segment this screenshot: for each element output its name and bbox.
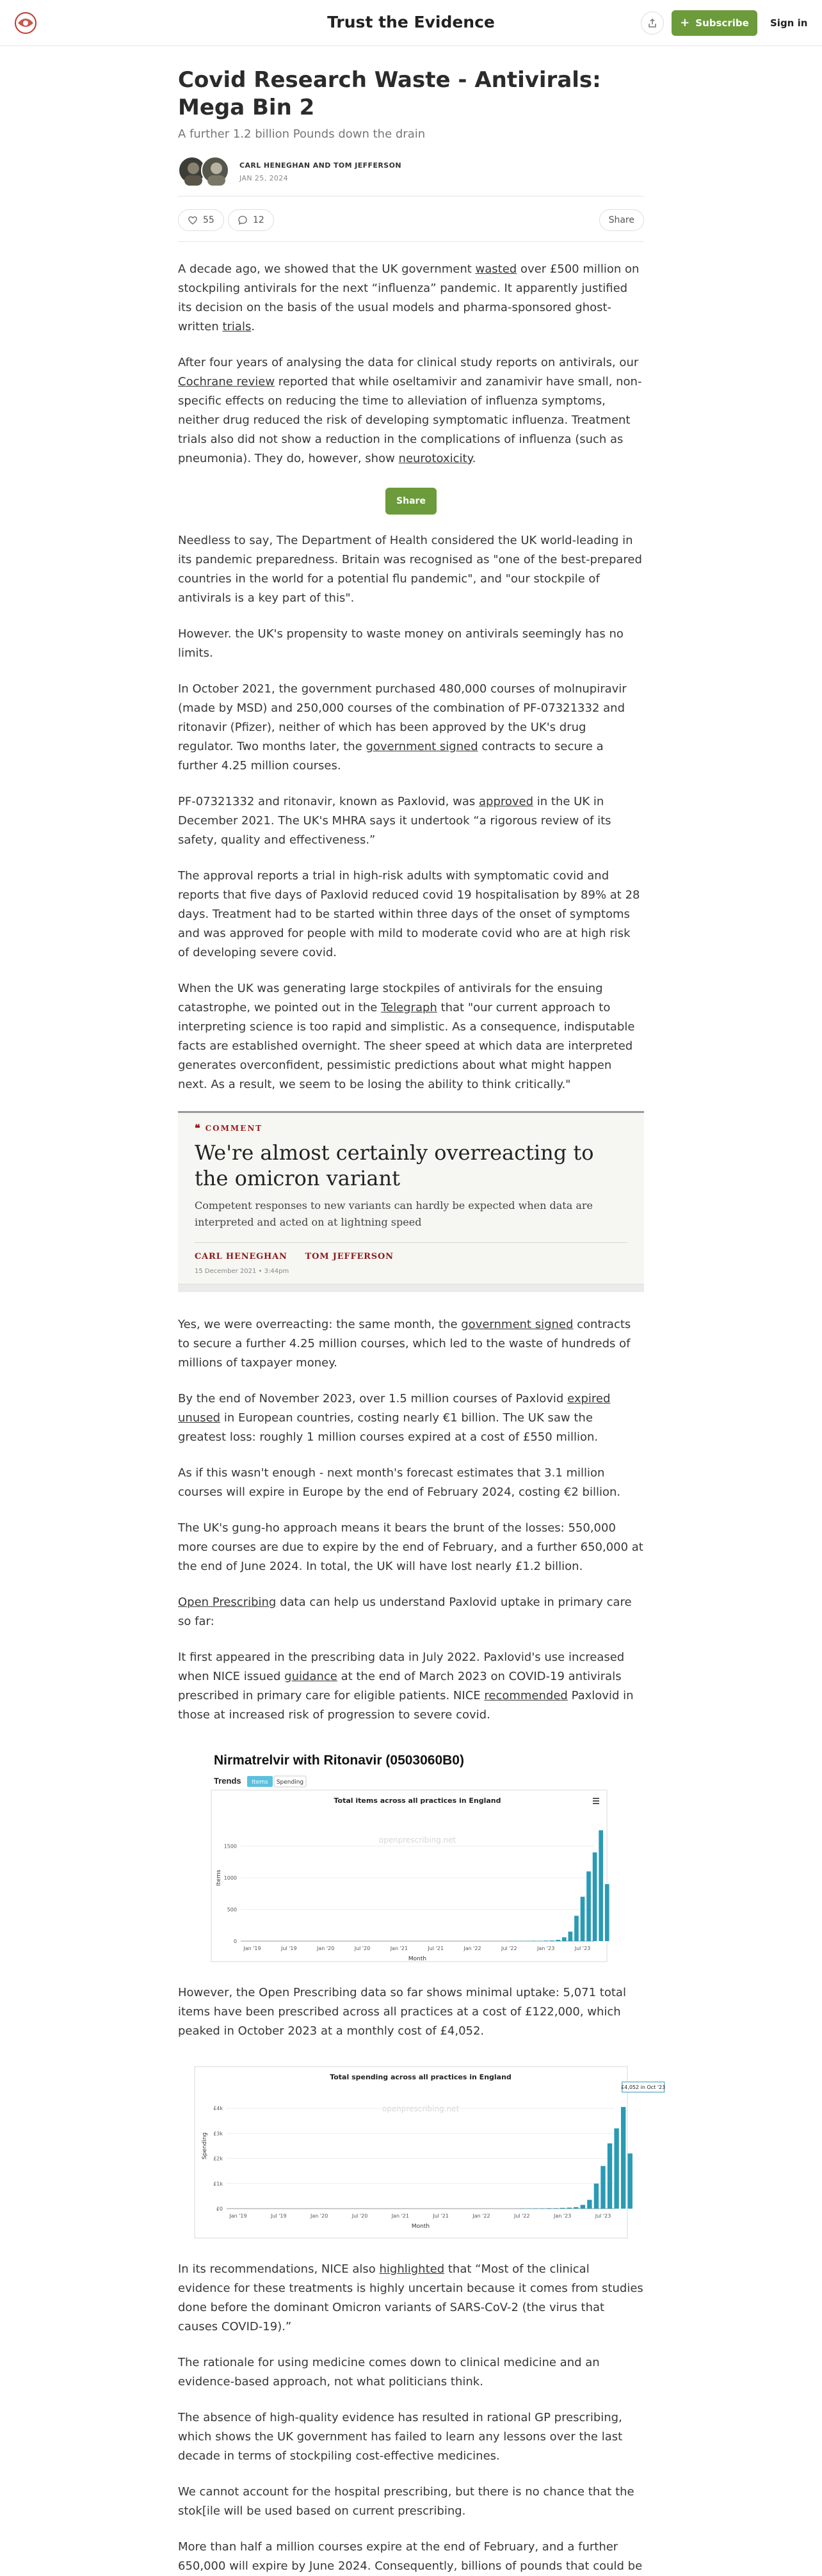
article-body [178, 260, 666, 2576]
chart-frame [211, 1790, 607, 1962]
data-bar [586, 1871, 591, 1941]
x-tick-label: Jul '22 [501, 1946, 517, 1951]
embed-kicker [195, 1123, 627, 1133]
subscribe-button[interactable] [672, 10, 757, 36]
chart-menu-icon [593, 1800, 599, 1802]
post-actions-bar [178, 196, 644, 242]
paragraph-18: The absence of high-quality evidence has resulted in rational GP prescribing, which shows the UK government has failed to learn any lessons over the last decade in terms of stockpiling cost-effective medicines. [178, 2411, 623, 2463]
data-bar [519, 1941, 524, 1942]
y-tick-label: £3k [213, 2131, 223, 2137]
data-bar [581, 2205, 585, 2209]
chart-title: Total spending across all practices in England [330, 2073, 512, 2081]
p8-text-a: When the UK was generating large stockpiles of antivirals for the ensuing catastrophe, we pointed out in the [178, 982, 603, 1014]
share-icon-button[interactable] [641, 12, 664, 35]
like-button[interactable] [178, 209, 224, 231]
p1-text-b: over £500 million on stockpiling antivirals for the next “influenza” pandemic. It apparently justified its decision on the basis of the usual models and pharma-sponsored ghost-written [178, 262, 640, 333]
data-bar [513, 1941, 518, 1942]
data-bar [553, 2208, 558, 2209]
paragraph-3: Needless to say, The Department of Health considered the UK world-leading in its pandemic preparedness. Britain was recognised as "one of the best-prepared countries in the world for a potential flu pandemic", and "our stockpile of antivirals is a key part of this". [178, 534, 642, 605]
link-highlighted[interactable]: highlighted [379, 2262, 445, 2276]
data-bar [587, 2200, 592, 2209]
paragraph-4: However. the UK's propensity to waste money on antivirals seemingly has no limits. [178, 627, 624, 660]
byline [178, 152, 644, 192]
x-tick-label: Jan '21 [391, 2213, 409, 2219]
data-bar [540, 2208, 544, 2209]
data-bar [574, 2207, 578, 2209]
link-approved[interactable]: approved [478, 795, 534, 808]
x-tick-label: Jan '19 [229, 2213, 247, 2219]
x-tick-label: Jul '19 [271, 2213, 287, 2219]
data-bar [614, 2129, 618, 2209]
tab-spending: Spending [276, 1779, 304, 1786]
data-bar [544, 1940, 548, 1941]
p14-text-b: at the end of March 2023 on COVID-19 antivirals prescribed in primary care for eligible patients. NICE [178, 1670, 622, 1702]
x-tick-label: Jan '20 [310, 2213, 328, 2219]
avatar-image-2 [202, 157, 230, 186]
paragraph-8 [178, 979, 644, 1094]
data-bar [600, 2166, 605, 2209]
comment-count: 12 [253, 215, 264, 225]
data-bar [550, 1940, 554, 1941]
p16-text-a: In its recommendations, NICE also [178, 2262, 380, 2276]
post-date: JAN 25, 2024 [239, 174, 289, 182]
paragraph-13 [178, 1593, 644, 1631]
p14-text-c: Paxlovid in those at increased risk of progression to severe covid. [178, 1689, 634, 1722]
embed-headline[interactable]: We're almost certainly overreacting to the omicron variant [195, 1140, 594, 1190]
paragraph-14 [178, 1648, 644, 1725]
data-bar [533, 2208, 538, 2209]
paragraph-2 [178, 353, 644, 468]
x-tick-label: Jul '22 [514, 2213, 530, 2219]
p9-text-b: contracts to secure a further 4.25 million courses, which led to the waste of hundreds of millions of taxpayer money. [178, 1318, 631, 1370]
data-bar [568, 1932, 573, 1941]
paragraph-6 [178, 792, 644, 850]
link-wasted[interactable]: wasted [475, 262, 517, 276]
data-bar [560, 2208, 565, 2209]
p8-text-b: that "our current approach to interpreting science is too rapid and simplistic. As a consequence, indisputable facts are established overnight. The sheer speed at which data are interpreted generates overconfident, pessimistic predictions about what might happen next. As a result, we seem to be losing the ability to think critically." [178, 1001, 635, 1091]
spending-chart-image[interactable] [191, 2064, 666, 2241]
data-bar [567, 2207, 572, 2209]
p2-text-a: After four years of analysing the data for clinical study reports on antivirals, our [178, 356, 639, 369]
p10-text-a: By the end of November 2023, over 1.5 million courses of Paxlovid [178, 1392, 568, 1405]
post-subtitle: A further 1.2 billion Pounds down the drain [178, 127, 426, 141]
p2-text-c: . [472, 452, 476, 465]
link-telegraph[interactable]: Telegraph [381, 1001, 437, 1014]
embed-author-2[interactable]: TOM JEFFERSON [305, 1252, 394, 1261]
data-bar [599, 1830, 603, 1941]
chart-menu-icon [593, 1798, 599, 1799]
p2-text-b: reported that while oseltamivir and zanamivir have small, non‐specific effects on reducing the time to alleviation of influenza symptoms, neither drug reduced the risk of developing symptomatic influenza. Treatment trials also did not show a reduction in the complications of influenza (such as pneumonia). They do, however, show [178, 375, 642, 465]
data-bar [556, 1940, 560, 1941]
data-bar [608, 2143, 612, 2209]
chart-watermark: openprescribing.net [378, 1836, 456, 1844]
data-bar [538, 1941, 542, 1942]
comments-button[interactable] [228, 209, 274, 231]
embed-divider [178, 1284, 644, 1292]
p1-text-c: . [251, 320, 255, 333]
x-tick-label: Jan '21 [390, 1946, 408, 1951]
link-neurotoxicity[interactable]: neurotoxicity [398, 452, 472, 465]
author-names[interactable]: CARL HENEGHAN AND TOM JEFFERSON [239, 161, 401, 170]
y-tick-label: 1500 [223, 1843, 237, 1850]
paragraph-1 [178, 260, 644, 337]
share-button[interactable]: Share [599, 209, 644, 231]
p5-text-b: contracts to secure a further 4.25 million courses. [178, 740, 604, 772]
paragraph-15: However, the Open Prescribing data so far shows minimal uptake: 5,071 total items have been prescribed across all practices at a cost of £122,000, which peaked in October 2023 at a monthly cost of £4,052. [178, 1986, 626, 2038]
y-tick-label: £1k [213, 2180, 223, 2187]
p14-text-a: It first appeared in the prescribing data in July 2022. Paxlovid's use increased when NICE issued [178, 1651, 625, 1683]
data-bar [507, 1941, 512, 1942]
chart-menu-icon [593, 1803, 599, 1804]
data-bar [574, 1916, 579, 1941]
chart-section-label: Trends [214, 1776, 241, 1786]
chart-watermark: openprescribing.net [382, 2104, 460, 2113]
paragraph-17: The rationale for using medicine comes down to clinical medicine and an evidence-based approach, not what politicians think. [178, 2356, 600, 2388]
x-tick-label: Jan '19 [243, 1946, 261, 1951]
x-tick-label: Jan '22 [463, 1946, 481, 1951]
embed-author-1[interactable]: CARL HENEGHAN [195, 1252, 287, 1261]
data-bar [581, 1897, 585, 1941]
sign-in-link[interactable]: Sign in [770, 17, 808, 29]
y-axis-title: Spending [202, 2132, 208, 2160]
x-tick-label: Jul '21 [433, 2213, 449, 2219]
y-tick-label: 1000 [223, 1875, 237, 1881]
author-avatar-2[interactable] [201, 156, 229, 184]
paragraph-10 [178, 1389, 644, 1447]
p1-text-a: A decade ago, we showed that the UK government [178, 262, 476, 276]
y-tick-label: £0 [216, 2206, 223, 2212]
link-guidance[interactable]: guidance [284, 1670, 337, 1683]
data-bar [594, 2184, 599, 2209]
telegraph-article-embed[interactable] [178, 1111, 644, 1284]
link-government-signed-2[interactable]: government signed [461, 1318, 574, 1331]
x-tick-label: Jul '20 [351, 2213, 368, 2219]
data-bar [531, 1940, 536, 1941]
x-tick-label: Jul '21 [428, 1946, 444, 1951]
top-navigation-bar [0, 0, 822, 46]
paragraph-9 [178, 1315, 644, 1373]
y-tick-label: 0 [233, 1939, 237, 1944]
article [178, 58, 666, 2576]
share-icon [647, 18, 657, 28]
data-bar [526, 1941, 530, 1942]
y-tick-label: 500 [227, 1907, 237, 1913]
chart-subtitle: Total items across all practices in England [334, 1796, 501, 1805]
tooltip-label: £4,052 in Oct '23 [621, 2084, 666, 2090]
link-cochrane-review[interactable]: Cochrane review [178, 375, 275, 388]
p6-text-a: PF-07321332 and ritonavir, known as Paxlovid, was [178, 795, 479, 808]
site-logo[interactable] [12, 10, 40, 36]
x-tick-label: Jan '23 [554, 2213, 572, 2219]
heart-icon [188, 215, 198, 225]
link-government-signed[interactable]: government signed [366, 740, 478, 753]
data-bar [628, 2154, 633, 2209]
share-button-inline[interactable]: Share [385, 488, 437, 515]
embed-standfirst: Competent responses to new variants can hardly be expected when data are interpreted and acted on at lightning speed [195, 1197, 627, 1243]
x-axis-title: Month [408, 1956, 427, 1962]
data-bar [593, 1852, 597, 1941]
x-tick-label: Jul '20 [354, 1946, 371, 1951]
p10-text-b: in European countries, costing nearly €1 billion. The UK saw the greatest loss: roughly 1 million courses expired at a cost of £550 million. [178, 1411, 599, 1444]
comment-icon [238, 215, 248, 225]
y-tick-label: £4k [213, 2106, 223, 2112]
paragraph-7: The approval reports a trial in high-risk adults with symptomatic covid and reports that five days of Paxlovid reduced covid 19 hospitalisation by 89% at 28 days. Treatment had to be started within three days of the onset of symptoms and was approved for people with mild to moderate covid who are at high risk of developing severe covid. [178, 869, 640, 959]
chart-main-title: Nirmatrelvir with Ritonavir (0503060B0) [214, 1753, 464, 1768]
paragraph-5 [178, 680, 644, 776]
plus-icon: + [680, 16, 690, 29]
x-tick-label: Jan '22 [472, 2213, 490, 2219]
data-bar [547, 2208, 551, 2209]
paragraph-20: More than half a million courses expire at the end of February, and a further 650,000 will expire by June 2024. Consequently, billions of pounds that could be [178, 2540, 643, 2573]
like-count: 55 [203, 215, 214, 225]
p13-text-b: data can help us understand Paxlovid uptake in primary care so far: [178, 1596, 632, 1628]
y-axis-title: Items [216, 1869, 222, 1886]
link-trials[interactable]: trials [222, 320, 252, 333]
data-bar [562, 1937, 567, 1941]
p6-text-b: in the UK in December 2021. The UK's MHRA says it undertook “a rigorous review of its safety, quality and effectiveness.” [178, 795, 611, 847]
link-open-prescribing[interactable]: Open Prescribing [178, 1596, 277, 1609]
embed-date: 15 December 2021 • 3:44pm [195, 1268, 289, 1275]
link-recommended[interactable]: recommended [484, 1689, 568, 1702]
paragraph-12: The UK's gung-ho approach means it bears the brunt of the losses: 550,000 more courses are due to expire by the end of February, and a further 650,000 at the end of June 2024. In total, the UK will have lost nearly £1.2 billion. [178, 1521, 643, 1573]
paragraph-19: We cannot account for the hospital prescribing, but there is no chance that the stok[ile will be used based on current prescribing. [178, 2485, 634, 2518]
paragraph-11: As if this wasn't enough - next month's forecast estimates that 3.1 million courses will expire in Europe by the end of February 2024, costing €2 billion. [178, 1466, 621, 1499]
subscribe-label: Subscribe [695, 17, 749, 29]
chart-frame [195, 2067, 627, 2238]
link-expired-unused[interactable]: expired unused [178, 1392, 611, 1425]
x-tick-label: Jan '20 [317, 1946, 335, 1951]
x-tick-label: Jul '23 [574, 1946, 591, 1951]
x-axis-title: Month [411, 2223, 430, 2230]
embed-authors [195, 1252, 627, 1261]
data-bar [621, 2107, 625, 2209]
x-tick-label: Jan '23 [537, 1946, 555, 1951]
post-title: Covid Research Waste - Antivirals: Mega Bin 2 [178, 67, 601, 120]
data-bar [605, 1884, 609, 1941]
embed-kicker-label: COMMENT [205, 1124, 263, 1133]
x-tick-label: Jul '23 [595, 2213, 611, 2219]
site-title[interactable]: Trust the Evidence [327, 13, 495, 31]
x-tick-label: Jul '19 [281, 1946, 297, 1951]
p9-text-a: Yes, we were overreacting: the same month, the [178, 1318, 462, 1331]
tab-items: Items [252, 1779, 268, 1786]
paragraph-16 [178, 2260, 644, 2337]
p16-text-b: that “Most of the clinical evidence for these treatments is highly uncertain because it comes from studies done before the dominant Omicron variants of SARS-CoV-2 (the virus that causes COVID-19).” [178, 2262, 643, 2333]
quote-icon: ❝ [195, 1122, 202, 1134]
y-tick-label: £2k [213, 2156, 223, 2162]
items-chart-image[interactable] [207, 1748, 611, 1964]
p5-text-a: In October 2021, the government purchased 480,000 courses of molnupiravir (made by MSD) and 250,000 courses of the combination of PF-07321332 and ritonavir (Pfizer), neither of which has been approved by the UK's drug regulator. Two months later, the [178, 682, 627, 753]
